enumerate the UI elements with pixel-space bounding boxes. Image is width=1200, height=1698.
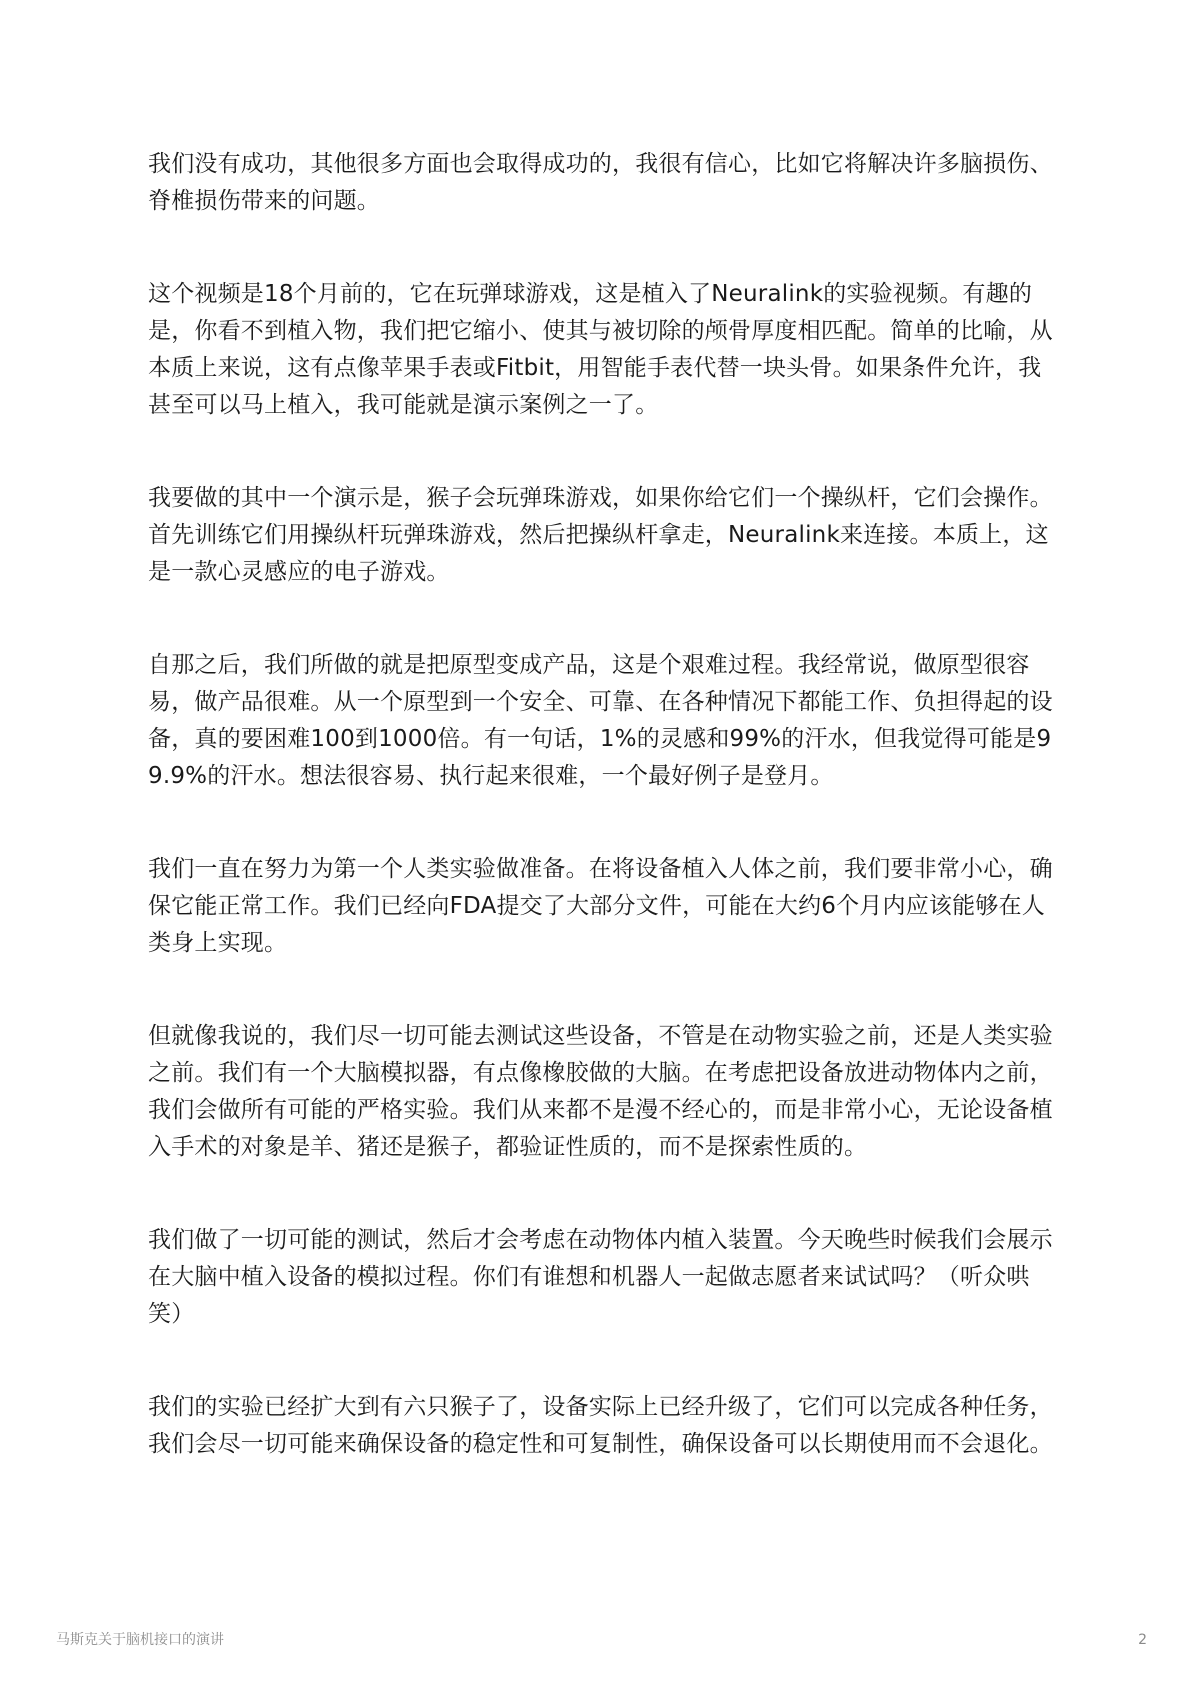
footer-page-number: 2 bbox=[1138, 1632, 1147, 1648]
paragraph-6: 但就像我说的，我们尽一切可能去测试这些设备，不管是在动物实验之前，还是人类实验之前。我们有一个大脑模拟器，有点像橡胶做的大脑。在考虑把设备放进动物体内之前，我们会做所有可能的严格实验。我们从来都不是漫不经心的，而是非常小心，无论设备植入手术的对象是羊、猪还是猴子，都验证性质的，而不是探索性质的。 bbox=[148, 1023, 1053, 1160]
paragraph-2: 这个视频是18个月前的，它在玩弹球游戏，这是植入了Neuralink的实验视频。有趣的是，你看不到植入物，我们把它缩小、使其与被切除的颅骨厚度相匹配。简单的比喻，从本质上来说，这有点像苹果手表或Fitbit，用智能手表代替一块头骨。如果条件允许，我甚至可以马上植入，我可能就是演示案例之一了。 bbox=[148, 281, 1053, 418]
paragraph-5: 我们一直在努力为第一个人类实验做准备。在将设备植入人体之前，我们要非常小心，确保它能正常工作。我们已经向FDA提交了大部分文件，可能在大约6个月内应该能够在人类身上实现。 bbox=[148, 856, 1053, 956]
footer-document-title: 马斯克关于脑机接口的演讲 bbox=[56, 1632, 224, 1648]
paragraph-7: 我们做了一切可能的测试，然后才会考虑在动物体内植入装置。今天晚些时候我们会展示在大脑中植入设备的模拟过程。你们有谁想和机器人一起做志愿者来试试吗？（听众哄笑） bbox=[148, 1227, 1053, 1327]
paragraph-4: 自那之后，我们所做的就是把原型变成产品，这是个艰难过程。我经常说，做原型很容易，做产品很难。从一个原型到一个安全、可靠、在各种情况下都能工作、负担得起的设备，真的要困难100到1000倍。有一句话，1%的灵感和99%的汗水，但我觉得可能是99.9%的汗水。想法很容易、执行起来很难，一个最好例子是登月。 bbox=[148, 652, 1053, 789]
paragraph-3: 我要做的其中一个演示是，猴子会玩弹珠游戏，如果你给它们一个操纵杆，它们会操作。首先训练它们用操纵杆玩弹珠游戏，然后把操纵杆拿走，Neuralink来连接。本质上，这是一款心灵感应的电子游戏。 bbox=[148, 485, 1053, 585]
paragraph-8: 我们的实验已经扩大到有六只猴子了，设备实际上已经升级了，它们可以完成各种任务，我们会尽一切可能来确保设备的稳定性和可复制性，确保设备可以长期使用而不会退化。 bbox=[148, 1394, 1053, 1457]
paragraph-1: 我们没有成功，其他很多方面也会取得成功的，我很有信心，比如它将解决许多脑损伤、脊椎损伤带来的问题。 bbox=[148, 151, 1053, 214]
document-body bbox=[148, 146, 1063, 1519]
